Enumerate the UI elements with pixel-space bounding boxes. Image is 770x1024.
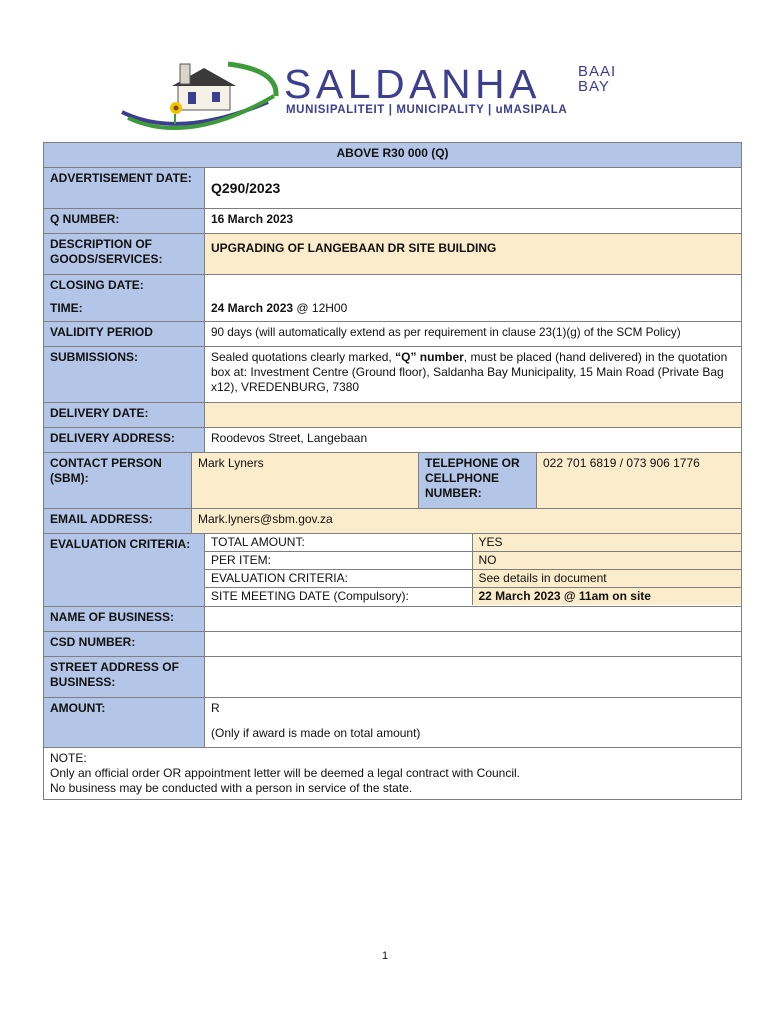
delivery-address-label: DELIVERY ADDRESS: [44, 427, 205, 452]
evaluation-row-value: See details in document [472, 569, 741, 587]
email-label: EMAIL ADDRESS: [44, 508, 192, 533]
note-line-2: No business may be conducted with a person in service of the state. [50, 780, 413, 795]
evaluation-row-label: SITE MEETING DATE (Compulsory): [205, 587, 472, 605]
delivery-date-value[interactable] [205, 402, 742, 427]
time-value-date: 24 March 2023 [211, 301, 294, 315]
logo-suffix-line2: BAY [578, 78, 610, 95]
form-header: ABOVE R30 000 (Q) [44, 143, 742, 168]
telephone-label: TELEPHONE OR CELLPHONE NUMBER: [419, 452, 537, 508]
evaluation-row-label: TOTAL AMOUNT: [205, 534, 472, 552]
submissions-text-pre: Sealed quotations clearly marked, [211, 349, 396, 364]
evaluation-row-label: EVALUATION CRITERIA: [205, 569, 472, 587]
evaluation-row-value: NO [472, 551, 741, 569]
submissions-text-post: , must be placed (hand delivered) in the quotation box at: Investment Centre (Ground floor), Saldanha Bay Municipality, 15 Main Road (Private Bag x12), VREDENBURG, 7380 [211, 349, 728, 394]
time-value-at: @ 12H00 [293, 301, 348, 315]
q-number-value: 16 March 2023 [205, 209, 742, 234]
validity-period-label: VALIDITY PERIOD [44, 321, 205, 346]
evaluation-row-label: PER ITEM: [205, 551, 472, 569]
house-emblem-icon [118, 56, 288, 140]
logo-suffix [578, 64, 616, 94]
submissions-label: SUBMISSIONS: [44, 346, 205, 402]
business-name-field[interactable] [205, 606, 742, 631]
evaluation-criteria-cell [205, 533, 742, 606]
evaluation-row-value: 22 March 2023 @ 11am on site [472, 587, 741, 605]
business-name-label: NAME OF BUSINESS: [44, 606, 205, 631]
time-label: TIME: [44, 296, 205, 321]
csd-number-field[interactable] [205, 631, 742, 656]
advertisement-date-value: Q290/2023 [205, 168, 742, 209]
evaluation-row [205, 534, 741, 552]
evaluation-row [205, 569, 741, 587]
evaluation-row [205, 551, 741, 569]
note-title: NOTE: [50, 750, 87, 765]
q-number-label: Q NUMBER: [44, 209, 205, 234]
page-number: 1 [381, 950, 389, 962]
closing-date-label: CLOSING DATE: [44, 275, 205, 297]
submissions-text-bold: “Q” number [395, 349, 464, 364]
evaluation-criteria-table [205, 534, 741, 605]
logo-subtitle: MUNISIPALITEIT | MUNICIPALITY | uMASIPALA [286, 104, 568, 116]
note-line-1: Only an official order OR appointment letter will be deemed a legal contract with Council. [50, 765, 521, 780]
closing-date-value[interactable] [205, 275, 742, 297]
street-address-label: STREET ADDRESS OF BUSINESS: [44, 656, 205, 697]
description-label: DESCRIPTION OF GOODS/SERVICES: [44, 234, 205, 275]
quotation-form-table [43, 142, 742, 800]
validity-period-value: 90 days (will automatically extend as per requirement in clause 23(1)(g) of the SCM Policy) [205, 321, 742, 346]
contact-person-value: Mark Lyners [192, 452, 419, 508]
amount-label: AMOUNT: [44, 697, 205, 747]
amount-note: (Only if award is made on total amount) [211, 725, 421, 740]
email-value: Mark.lyners@sbm.gov.za [192, 508, 742, 533]
street-address-field[interactable] [205, 656, 742, 697]
contact-person-label: CONTACT PERSON (SBM): [44, 452, 192, 508]
evaluation-row-value: YES [472, 534, 741, 552]
note-cell [44, 747, 742, 799]
delivery-date-label: DELIVERY DATE: [44, 402, 205, 427]
csd-number-label: CSD NUMBER: [44, 631, 205, 656]
logo-wordmark: SALDANHA [284, 61, 542, 107]
municipality-logo [118, 56, 638, 140]
telephone-value: 022 701 6819 / 073 906 1776 [537, 452, 742, 508]
time-value [205, 296, 742, 321]
evaluation-row [205, 587, 741, 605]
advertisement-date-label: ADVERTISEMENT DATE: [44, 168, 205, 209]
logo-suffix-line1: BAAI [578, 63, 617, 80]
description-value: UPGRADING OF LANGEBAAN DR SITE BUILDING [205, 234, 742, 275]
amount-currency: R [211, 700, 220, 715]
amount-field[interactable] [205, 697, 742, 747]
delivery-address-value: Roodevos Street, Langebaan [205, 427, 742, 452]
submissions-value [205, 346, 742, 402]
evaluation-criteria-label: EVALUATION CRITERIA: [44, 533, 205, 606]
